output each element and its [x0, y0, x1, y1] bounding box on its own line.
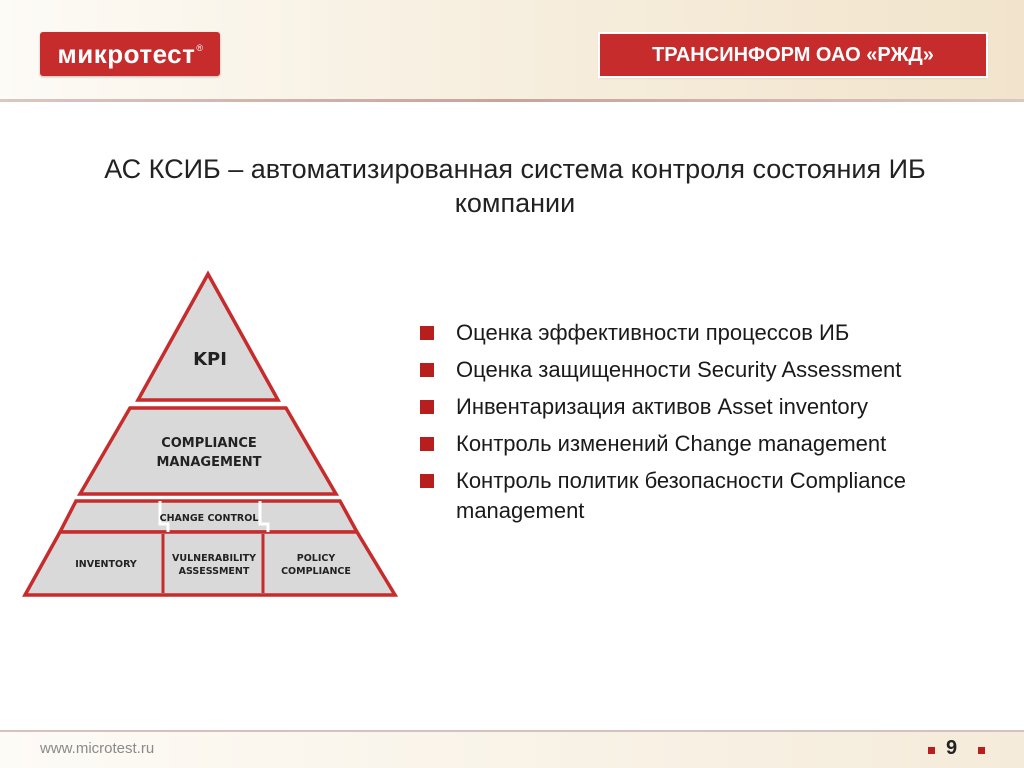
- list-item: [420, 429, 1010, 459]
- feature-list: [420, 318, 1010, 533]
- slide-title-line-2: компании: [454, 188, 576, 218]
- page-dot-icon: [928, 747, 935, 754]
- list-item: [420, 355, 1010, 385]
- pyramid-label-policy-compliance: COMPLIANCE: [281, 566, 351, 577]
- list-item-text: Оценка защищенности Security Assessment: [456, 357, 902, 382]
- list-item: [420, 466, 1010, 526]
- page-dot-icon: [978, 747, 985, 754]
- list-item-text: Инвентаризация активов Asset inventory: [456, 394, 868, 419]
- pyramid-label-management: MANAGEMENT: [156, 455, 262, 470]
- list-item-text: Контроль политик безопасности Compliance management: [456, 468, 906, 523]
- logo-text: микротест: [57, 39, 196, 69]
- pyramid-label-assessment: ASSESSMENT: [178, 566, 250, 577]
- bullet-square-icon: [420, 326, 434, 340]
- project-title-badge: ТРАНСИНФОРМ ОАО «РЖД»: [600, 34, 986, 76]
- pyramid-tier-compliance: [80, 408, 336, 494]
- bullet-square-icon: [420, 474, 434, 488]
- pyramid-label-change-control: CHANGE CONTROL: [159, 513, 259, 524]
- security-pyramid-diagram: [20, 268, 400, 600]
- registered-mark: ®: [196, 43, 204, 53]
- list-item-text: Контроль изменений Change management: [456, 431, 887, 456]
- bullet-square-icon: [420, 363, 434, 377]
- company-logo: [40, 32, 220, 76]
- pyramid-tier-kpi: [138, 274, 278, 400]
- pyramid-label-inventory: INVENTORY: [75, 559, 137, 570]
- website-link[interactable]: www.microtest.ru: [40, 740, 155, 757]
- list-item: [420, 318, 1010, 348]
- pyramid-label-vulnerability: VULNERABILITY: [172, 553, 256, 564]
- page-number: 9: [946, 737, 958, 759]
- bullet-square-icon: [420, 400, 434, 414]
- list-item-text: Оценка эффективности процессов ИБ: [456, 320, 850, 345]
- list-item: [420, 392, 1010, 422]
- bullet-square-icon: [420, 437, 434, 451]
- slide-title-line-1: АС КСИБ – автоматизированная система контроля состояния ИБ: [104, 154, 926, 184]
- slide-title: [60, 152, 970, 220]
- pyramid-label-compliance: COMPLIANCE: [161, 436, 257, 451]
- pyramid-label-kpi: KPI: [193, 349, 227, 370]
- pyramid-label-policy: POLICY: [296, 553, 336, 564]
- header-divider: [0, 99, 1024, 102]
